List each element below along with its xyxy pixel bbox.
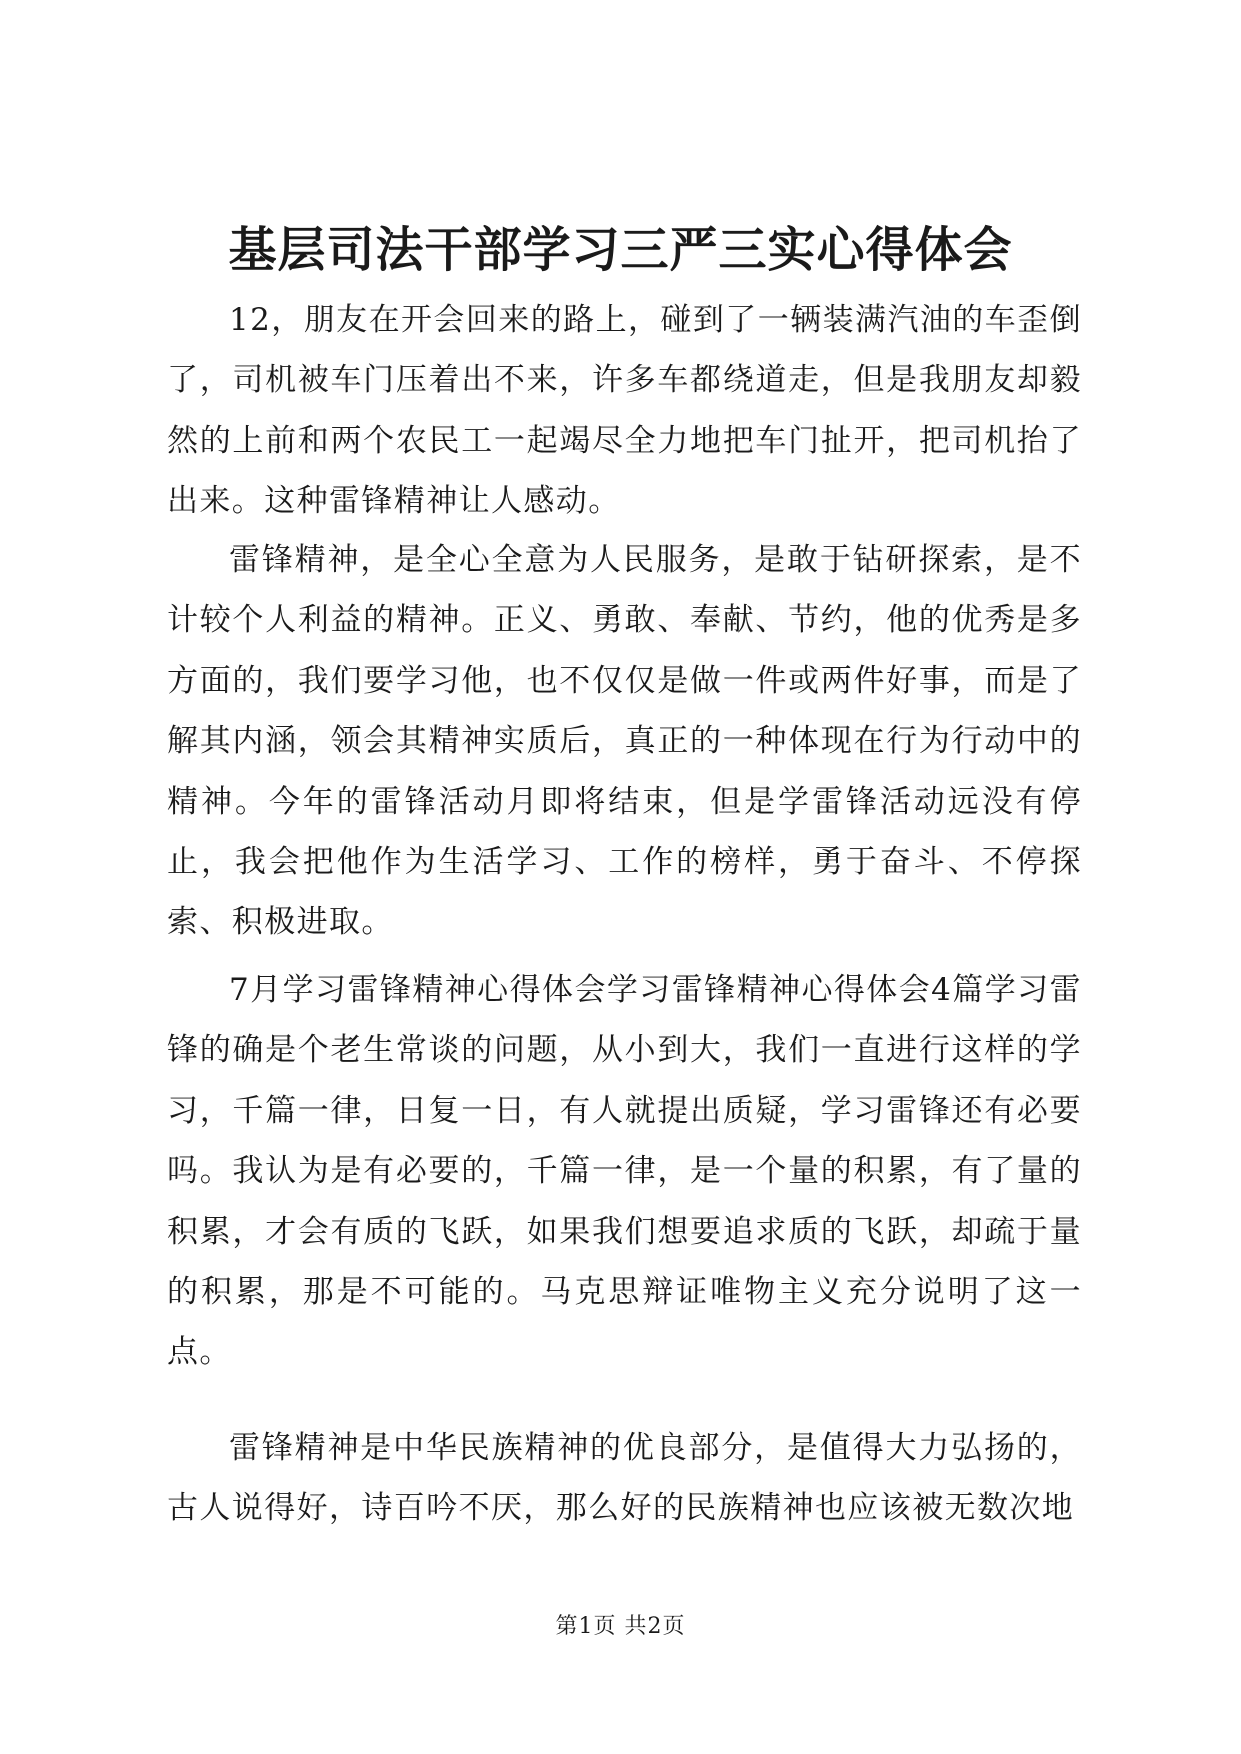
document-title: 基层司法干部学习三严三实心得体会	[228, 222, 1013, 278]
body-paragraph: 雷锋精神，是全心全意为人民服务，是敢于钻研探索，是不计较个人利益的精神。正义、勇敢、奉献、节约，他的优秀是多方面的，我们要学习他，也不仅仅是做一件或两件好事，而是了解其内涵，领会其精神实质后，真正的一种体现在行为行动中的精神。今年的雷锋活动月即将结束，但是学雷锋活动远没有停止，我会把他作为生活学习、工作的榜样，勇于奋斗、不停探索、积极进取。	[167, 542, 1082, 941]
body-paragraph: 7月学习雷锋精神心得体会学习雷锋精神心得体会4篇学习雷锋的确是个老生常谈的问题，从小到大，我们一直进行这样的学习，千篇一律，日复一日，有人就提出质疑，学习雷锋还有必要吗。我认为是有必要的，千篇一律，是一个量的积累，有了量的积累，才会有质的飞跃，如果我们想要追求质的飞跃，却疏于量的积累，那是不可能的。马克思辩证唯物主义充分说明了这一点。	[167, 972, 1082, 1371]
body-paragraph: 雷锋精神是中华民族精神的优良部分，是值得大力弘扬的，古人说得好，诗百吟不厌，那么好的民族精神也应该被无数次地	[167, 1430, 1082, 1527]
page-number-footer: 第1页 共2页	[555, 1614, 686, 1639]
body-paragraph: 12，朋友在开会回来的路上，碰到了一辆装满汽油的车歪倒了，司机被车门压着出不来，许多车都绕道走，但是我朋友却毅然的上前和两个农民工一起竭尽全力地把车门扯开，把司机抬了出来。这种雷锋精神让人感动。	[167, 302, 1082, 520]
